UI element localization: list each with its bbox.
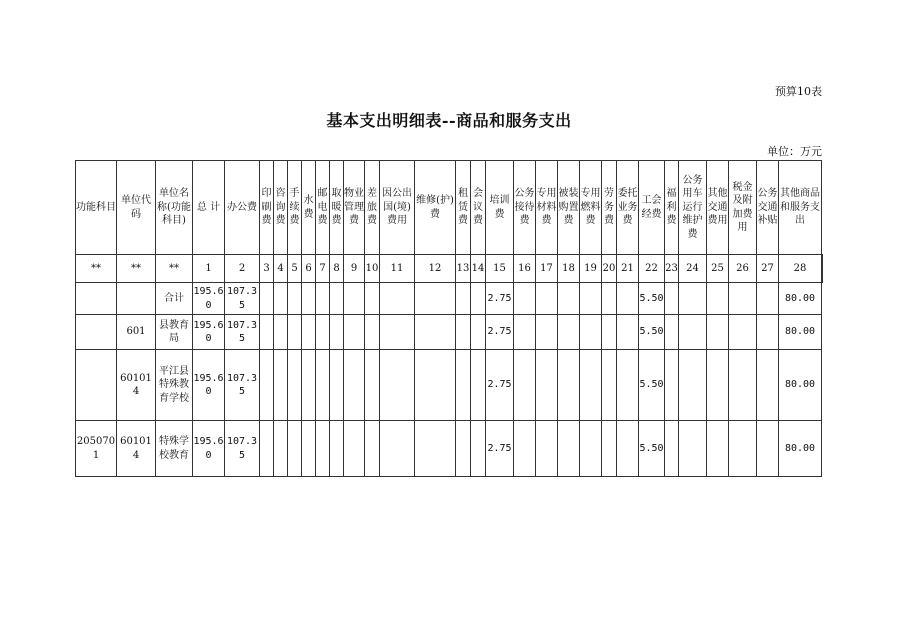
func-code-cell — [76, 315, 117, 350]
empty-cell — [365, 283, 380, 315]
unit-name-cell: 合计 — [156, 283, 193, 315]
empty-cell — [471, 350, 486, 421]
column-index: 26 — [729, 255, 757, 283]
empty-cell — [757, 421, 779, 477]
column-index: 1 — [193, 255, 225, 283]
empty-cell — [558, 421, 580, 477]
empty-cell — [558, 315, 580, 350]
column-index: 19 — [580, 255, 602, 283]
column-index: 12 — [415, 255, 456, 283]
empty-cell — [729, 350, 757, 421]
page-title: 基本支出明细表--商品和服务支出 — [326, 111, 572, 130]
training-cell: 2.75 — [486, 283, 514, 315]
empty-cell — [602, 350, 617, 421]
empty-cell — [707, 315, 729, 350]
column-index: 7 — [316, 255, 330, 283]
column-header: 办公费 — [225, 161, 260, 255]
column-index: ** — [117, 255, 156, 283]
union-fee-cell: 5.50 — [639, 315, 665, 350]
column-header: 手续费 — [288, 161, 302, 255]
empty-cell — [380, 350, 415, 421]
empty-cell — [707, 350, 729, 421]
empty-cell — [288, 315, 302, 350]
column-header: 专用材料费 — [536, 161, 558, 255]
empty-cell — [729, 421, 757, 477]
empty-cell — [558, 350, 580, 421]
empty-cell — [514, 421, 536, 477]
column-index: 5 — [288, 255, 302, 283]
column-index: 18 — [558, 255, 580, 283]
column-header: 委托业务费 — [617, 161, 639, 255]
union-fee-cell: 5.50 — [639, 350, 665, 421]
header-row — [76, 161, 823, 255]
func-code-cell — [76, 350, 117, 421]
column-index: 4 — [274, 255, 288, 283]
empty-cell — [260, 283, 274, 315]
column-header: 单位名称(功能科目) — [156, 161, 193, 255]
empty-cell — [471, 315, 486, 350]
empty-cell — [679, 315, 707, 350]
empty-cell — [514, 315, 536, 350]
office-cell: 107.35 — [225, 283, 260, 315]
empty-cell — [365, 315, 380, 350]
column-header: 差旅费 — [365, 161, 380, 255]
empty-cell — [617, 350, 639, 421]
empty-cell — [288, 350, 302, 421]
empty-cell — [288, 421, 302, 477]
empty-cell — [274, 421, 288, 477]
empty-cell — [456, 315, 471, 350]
column-index: 13 — [456, 255, 471, 283]
column-header: 水费 — [302, 161, 316, 255]
column-header: 取暖费 — [330, 161, 344, 255]
empty-cell — [536, 315, 558, 350]
column-header: 其他商品和服务支出 — [779, 161, 822, 255]
table-row — [76, 421, 823, 477]
empty-cell — [302, 350, 316, 421]
empty-cell — [274, 315, 288, 350]
column-header: 其他交通费用 — [707, 161, 729, 255]
empty-cell — [707, 283, 729, 315]
column-header: 税金及附加费用 — [729, 161, 757, 255]
column-index: 6 — [302, 255, 316, 283]
empty-cell — [665, 350, 679, 421]
empty-cell — [274, 350, 288, 421]
empty-cell — [344, 421, 365, 477]
empty-cell — [536, 350, 558, 421]
total-cell: 195.60 — [193, 350, 225, 421]
empty-cell — [536, 421, 558, 477]
training-cell: 2.75 — [486, 421, 514, 477]
column-header: 总 计 — [193, 161, 225, 255]
column-header: 培训费 — [486, 161, 514, 255]
office-cell: 107.35 — [225, 421, 260, 477]
other-cell: 80.00 — [779, 421, 822, 477]
training-cell: 2.75 — [486, 350, 514, 421]
empty-cell — [415, 315, 456, 350]
empty-cell — [316, 315, 330, 350]
empty-cell — [344, 350, 365, 421]
table-row — [76, 315, 823, 350]
empty-cell — [729, 283, 757, 315]
column-header: 劳务费 — [602, 161, 617, 255]
empty-cell — [536, 283, 558, 315]
empty-cell — [260, 421, 274, 477]
index-row — [76, 255, 823, 283]
unit-code-cell: 601014 — [117, 421, 156, 477]
unit-name-cell: 特殊学校教育 — [156, 421, 193, 477]
empty-cell — [456, 350, 471, 421]
empty-cell — [729, 315, 757, 350]
column-index: 27 — [757, 255, 779, 283]
empty-cell — [365, 350, 380, 421]
column-index: 28 — [779, 255, 822, 283]
column-index: 10 — [365, 255, 380, 283]
unit-code-cell: 601014 — [117, 350, 156, 421]
column-header: 福利费 — [665, 161, 679, 255]
empty-cell — [580, 315, 602, 350]
column-index: 2 — [225, 255, 260, 283]
column-header: 公务用车运行维护费 — [679, 161, 707, 255]
empty-cell — [316, 421, 330, 477]
empty-cell — [602, 421, 617, 477]
column-header: 物业管理费 — [344, 161, 365, 255]
column-header: 专用燃料费 — [580, 161, 602, 255]
empty-cell — [514, 283, 536, 315]
empty-cell — [260, 315, 274, 350]
empty-cell — [330, 315, 344, 350]
empty-cell — [679, 350, 707, 421]
column-header: 咨询费 — [274, 161, 288, 255]
unit-code-cell — [117, 283, 156, 315]
column-index: 16 — [514, 255, 536, 283]
empty-cell — [602, 315, 617, 350]
empty-cell — [302, 315, 316, 350]
column-header: 功能科目 — [76, 161, 117, 255]
union-fee-cell: 5.50 — [639, 421, 665, 477]
empty-cell — [344, 283, 365, 315]
empty-cell — [471, 421, 486, 477]
column-header: 被装购置费 — [558, 161, 580, 255]
empty-cell — [514, 350, 536, 421]
column-index: 11 — [380, 255, 415, 283]
other-cell: 80.00 — [779, 350, 822, 421]
column-index: 22 — [639, 255, 665, 283]
column-header: 公务交通补贴 — [757, 161, 779, 255]
empty-cell — [330, 350, 344, 421]
other-cell: 80.00 — [779, 283, 822, 315]
empty-cell — [415, 421, 456, 477]
column-index: ** — [156, 255, 193, 283]
column-index: 24 — [679, 255, 707, 283]
empty-cell — [302, 283, 316, 315]
empty-cell — [365, 421, 380, 477]
column-index: 3 — [260, 255, 274, 283]
column-index: 21 — [617, 255, 639, 283]
column-header: 工会经费 — [639, 161, 665, 255]
empty-cell — [302, 421, 316, 477]
empty-cell — [757, 283, 779, 315]
empty-cell — [260, 350, 274, 421]
column-index — [822, 255, 823, 283]
empty-cell — [558, 283, 580, 315]
func-code-cell — [76, 283, 117, 315]
empty-cell — [679, 283, 707, 315]
empty-cell — [617, 283, 639, 315]
column-index: 17 — [536, 255, 558, 283]
expenditure-table — [75, 160, 823, 477]
empty-cell — [456, 283, 471, 315]
total-cell: 195.60 — [193, 421, 225, 477]
column-index: 15 — [486, 255, 514, 283]
empty-cell — [580, 350, 602, 421]
empty-cell — [617, 421, 639, 477]
empty-cell — [380, 315, 415, 350]
office-cell: 107.35 — [225, 350, 260, 421]
empty-cell — [707, 421, 729, 477]
column-index: 25 — [707, 255, 729, 283]
office-cell: 107.35 — [225, 315, 260, 350]
training-cell: 2.75 — [486, 315, 514, 350]
empty-cell — [415, 283, 456, 315]
empty-cell — [757, 315, 779, 350]
empty-cell — [316, 350, 330, 421]
empty-cell — [617, 315, 639, 350]
column-index: 8 — [330, 255, 344, 283]
other-cell: 80.00 — [779, 315, 822, 350]
empty-cell — [580, 421, 602, 477]
empty-cell — [330, 283, 344, 315]
total-cell: 195.60 — [193, 283, 225, 315]
column-header: 租赁费 — [456, 161, 471, 255]
empty-cell — [580, 283, 602, 315]
column-header: 公务接待费 — [514, 161, 536, 255]
unit-name-cell: 县教育局 — [156, 315, 193, 350]
empty-cell — [330, 421, 344, 477]
empty-cell — [380, 421, 415, 477]
empty-cell — [274, 283, 288, 315]
column-index: 23 — [665, 255, 679, 283]
empty-cell — [602, 283, 617, 315]
empty-cell — [288, 283, 302, 315]
column-index: 20 — [602, 255, 617, 283]
column-header: 单位代码 — [117, 161, 156, 255]
column-header: 会议费 — [471, 161, 486, 255]
unit-label: 单位：万元 — [767, 145, 822, 158]
table-row — [76, 350, 823, 421]
empty-cell — [665, 315, 679, 350]
empty-cell — [415, 350, 456, 421]
unit-name-cell: 平江县特殊教育学校 — [156, 350, 193, 421]
table-code: 预算10表 — [775, 85, 822, 98]
empty-cell — [380, 283, 415, 315]
column-index: 14 — [471, 255, 486, 283]
column-header: 因公出国(境)费用 — [380, 161, 415, 255]
empty-cell — [316, 283, 330, 315]
union-fee-cell: 5.50 — [639, 283, 665, 315]
unit-code-cell: 601 — [117, 315, 156, 350]
empty-cell — [344, 315, 365, 350]
empty-cell — [456, 421, 471, 477]
column-header: 邮电费 — [316, 161, 330, 255]
empty-cell — [757, 350, 779, 421]
column-index: ** — [76, 255, 117, 283]
column-index: 9 — [344, 255, 365, 283]
func-code-cell: 2050701 — [76, 421, 117, 477]
column-header: 印刷费 — [260, 161, 274, 255]
empty-cell — [665, 283, 679, 315]
empty-cell — [665, 421, 679, 477]
table-row — [76, 283, 823, 315]
column-header: 维修(护)费 — [415, 161, 456, 255]
empty-cell — [679, 421, 707, 477]
total-cell: 195.60 — [193, 315, 225, 350]
empty-cell — [471, 283, 486, 315]
